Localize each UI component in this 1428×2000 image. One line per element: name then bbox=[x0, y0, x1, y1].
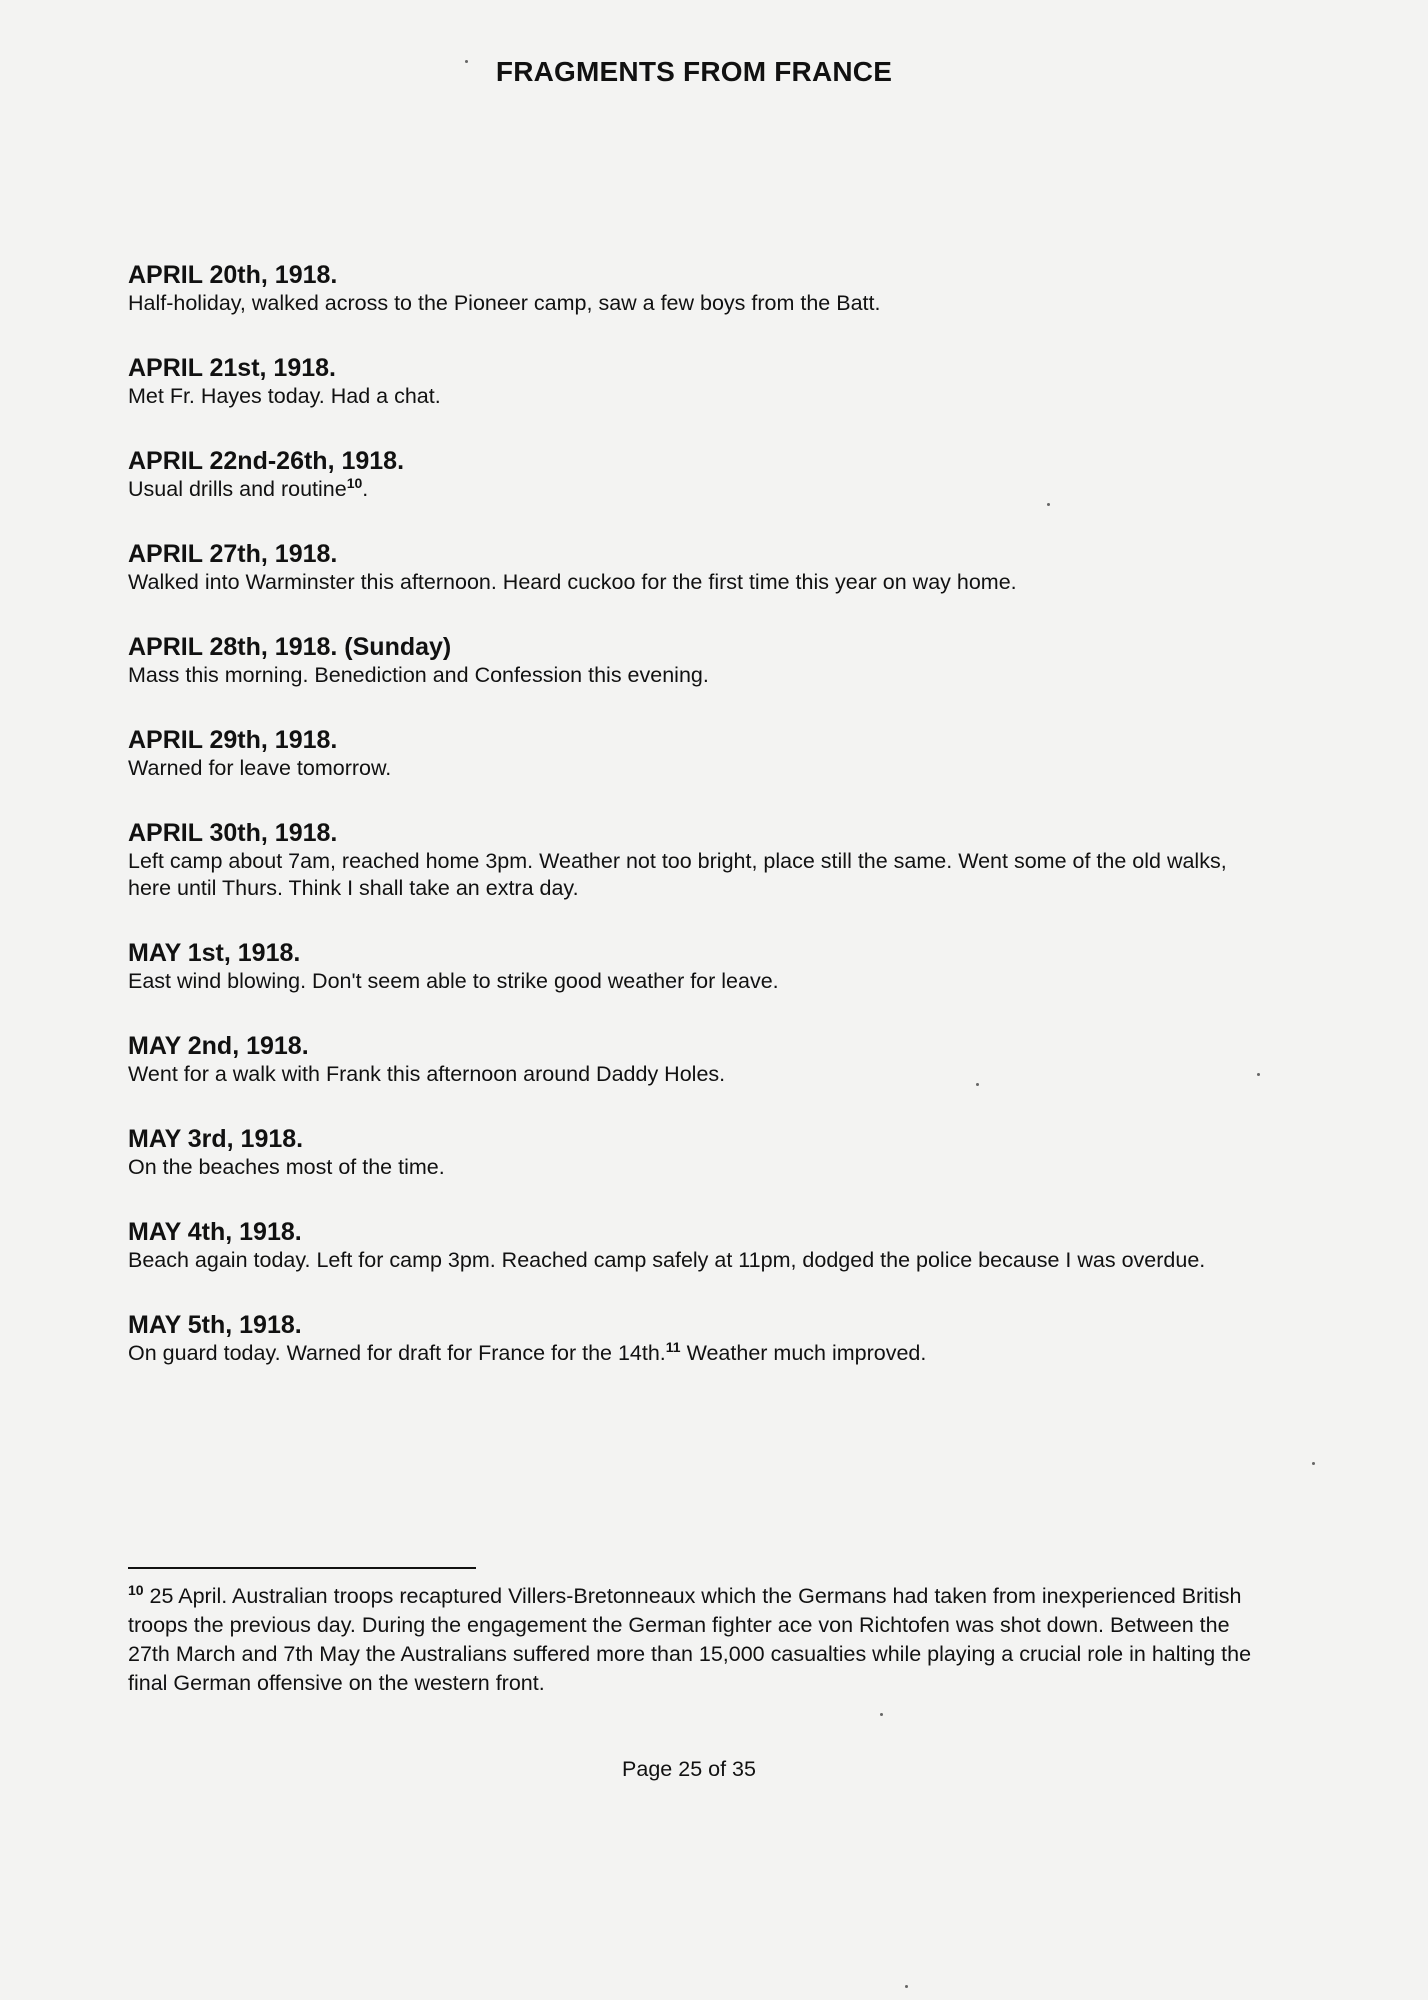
diary-entry bbox=[128, 818, 1268, 902]
diary-entries bbox=[128, 260, 1268, 1403]
diary-entry bbox=[128, 1031, 1268, 1088]
entry-date-heading: MAY 5th, 1918. bbox=[128, 1311, 302, 1339]
entry-text: Walked into Warminster this afternoon. Heard cuckoo for the first time this year on way home. bbox=[128, 570, 1017, 594]
entry-text bbox=[128, 1340, 1268, 1367]
scan-speck bbox=[905, 1985, 908, 1988]
footnote-reference: 11 bbox=[665, 1338, 681, 1355]
footnote-reference: 10 bbox=[346, 474, 363, 491]
entry-date-heading: APRIL 28th, 1918. (Sunday) bbox=[128, 633, 452, 661]
entry-text-part: On guard today. Warned for draft for France for the 14th. bbox=[128, 1341, 666, 1365]
diary-entry bbox=[128, 938, 1268, 995]
entry-date-heading: APRIL 27th, 1918. bbox=[128, 540, 338, 568]
scan-speck bbox=[1047, 503, 1050, 506]
entry-date-heading: APRIL 20th, 1918. bbox=[128, 261, 338, 289]
diary-entry bbox=[128, 632, 1268, 689]
entry-text: On the beaches most of the time. bbox=[128, 1155, 445, 1179]
entry-text: Went for a walk with Frank this afternoon around Daddy Holes. bbox=[128, 1062, 726, 1086]
entry-text-part: Weather much improved. bbox=[680, 1341, 927, 1365]
footnote-number: 10 bbox=[128, 1581, 144, 1598]
entry-text bbox=[128, 476, 1268, 503]
entry-date-heading: APRIL 21st, 1918. bbox=[128, 354, 336, 382]
diary-entry bbox=[128, 539, 1268, 596]
scan-speck bbox=[1257, 1073, 1260, 1076]
entry-date-heading: APRIL 22nd-26th, 1918. bbox=[128, 447, 405, 475]
diary-entry bbox=[128, 260, 1268, 317]
entry-date-heading: MAY 1st, 1918. bbox=[128, 939, 301, 967]
entry-date-heading: MAY 2nd, 1918. bbox=[128, 1032, 309, 1060]
entry-text-part: Usual drills and routine bbox=[128, 477, 347, 501]
entry-text: Left camp about 7am, reached home 3pm. Weather not too bright, place still the same. Went some of the old walks, here until Thurs. Think I shall take an extra day. bbox=[128, 849, 1227, 900]
document-title: FRAGMENTS FROM FRANCE bbox=[495, 56, 893, 87]
diary-entry bbox=[128, 725, 1268, 782]
entry-text: Mass this morning. Benediction and Confession this evening. bbox=[128, 663, 709, 687]
entry-text-part: . bbox=[362, 477, 369, 501]
diary-entry bbox=[128, 446, 1268, 503]
entry-text: Beach again today. Left for camp 3pm. Reached camp safely at 11pm, dodged the police because I was overdue. bbox=[128, 1248, 1206, 1272]
footnote-text: 25 April. Australian troops recaptured Villers-Bretonneaux which the Germans had taken from inexperienced British troops the previous day. During the engagement the German fighter ace von Richtofen was shot down. Between the 27th March and 7th May the Australians suffered more than 15,000 casualties while playing a crucial role in halting the final German offensive on the western front. bbox=[128, 1584, 1252, 1695]
scan-speck bbox=[1312, 1462, 1315, 1465]
scan-speck bbox=[465, 60, 468, 63]
scan-speck bbox=[976, 1083, 979, 1086]
entry-date-heading: MAY 3rd, 1918. bbox=[128, 1125, 304, 1153]
diary-entry bbox=[128, 353, 1268, 410]
footnote-divider bbox=[128, 1567, 476, 1569]
diary-entry bbox=[128, 1310, 1268, 1367]
entry-text: Met Fr. Hayes today. Had a chat. bbox=[128, 384, 441, 408]
diary-entry bbox=[128, 1124, 1268, 1181]
entry-text: Warned for leave tomorrow. bbox=[128, 756, 392, 780]
entry-date-heading: MAY 4th, 1918. bbox=[128, 1218, 302, 1246]
scan-speck bbox=[880, 1713, 883, 1716]
entry-date-heading: APRIL 30th, 1918. bbox=[128, 819, 338, 847]
page-number: Page 25 of 35 bbox=[622, 1757, 756, 1781]
diary-entry bbox=[128, 1217, 1268, 1274]
entry-text: East wind blowing. Don't seem able to strike good weather for leave. bbox=[128, 969, 779, 993]
footnote bbox=[128, 1582, 1268, 1698]
entry-text: Half-holiday, walked across to the Pioneer camp, saw a few boys from the Batt. bbox=[128, 291, 881, 315]
entry-date-heading: APRIL 29th, 1918. bbox=[128, 726, 338, 754]
